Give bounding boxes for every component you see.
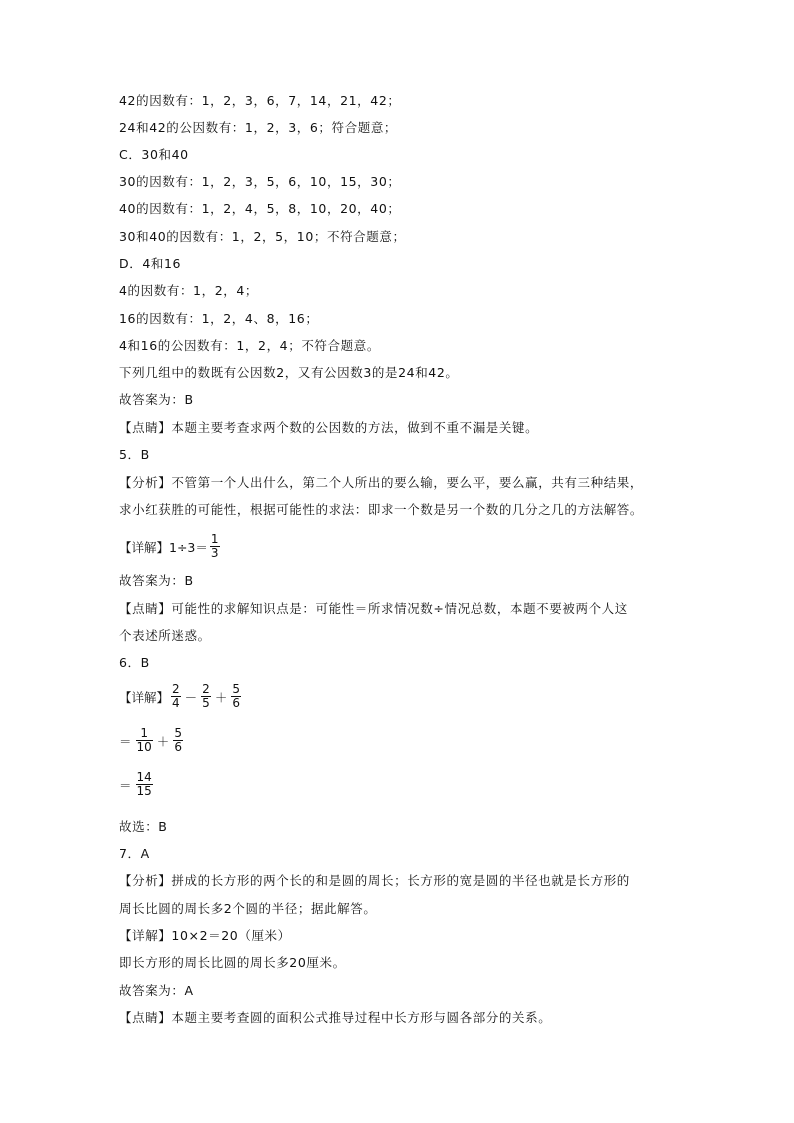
fraction-numerator: 14 — [136, 770, 152, 784]
fraction-denominator: 6 — [174, 740, 182, 754]
fraction-numerator: 2 — [172, 682, 180, 696]
fraction-numerator: 2 — [202, 682, 210, 696]
detail-math-line — [119, 533, 222, 560]
fraction-denominator: 4 — [172, 696, 180, 710]
answer-line: 故答案为：B — [119, 392, 194, 407]
equals-sign: ＝ — [119, 733, 132, 749]
fraction-numerator: 5 — [232, 682, 240, 696]
text-line: 4和16的公因数有：1，2，4；不符合题意。 — [119, 338, 380, 353]
math-step-line — [119, 771, 155, 798]
fraction-denominator: 5 — [202, 696, 210, 710]
fraction — [173, 727, 183, 754]
question-number: 5．B — [119, 447, 150, 462]
comment-line: 【点睛】可能性的求解知识点是：可能性＝所求情况数÷情况总数，本题不要被两个人这 — [119, 601, 628, 616]
fraction — [136, 771, 153, 798]
text-line: 16的因数有：1，2，4、8，16； — [119, 311, 319, 326]
fraction-denominator: 15 — [136, 784, 152, 798]
analysis-line: 周长比圆的周长多2个圆的半径；据此解答。 — [119, 901, 377, 916]
fraction — [210, 533, 220, 560]
text-line: 30和40的因数有：1，2，5，10；不符合题意； — [119, 229, 406, 244]
text-line: 即长方形的周长比圆的周长多20厘米。 — [119, 955, 346, 970]
equals-sign: ＝ — [119, 777, 132, 793]
math-step-line — [119, 727, 185, 754]
detail-prefix: 【详解】 — [119, 689, 170, 705]
fraction-denominator: 10 — [136, 740, 152, 754]
answer-line: 故答案为：A — [119, 983, 194, 998]
text-line: 下列几组中的数既有公因数2，又有公因数3的是24和42。 — [119, 365, 459, 380]
comment-line: 个表述所迷惑。 — [119, 628, 211, 643]
fraction-numerator: 1 — [136, 727, 153, 741]
analysis-line: 求小红获胜的可能性，根据可能性的求法：即求一个数是另一个数的几分之几的方法解答。 — [119, 502, 644, 517]
analysis-line: 【分析】拼成的长方形的两个长的和是圆的周长；长方形的宽是圆的半径也就是长方形的 — [119, 873, 630, 888]
fraction-numerator: 5 — [174, 726, 182, 740]
answer-line: 故选：B — [119, 819, 168, 834]
question-number: 7．A — [119, 846, 150, 861]
fraction — [201, 683, 211, 710]
text-line: 24和42的公因数有：1，2，3，6；符合题意； — [119, 120, 398, 135]
analysis-line: 【分析】不管第一个人出什么，第二个人所出的要么输，要么平，要么赢，共有三种结果， — [119, 475, 644, 490]
plus-sign: ＋ — [156, 733, 170, 749]
fraction — [231, 683, 241, 710]
fraction — [171, 683, 181, 710]
detail-math-line — [119, 683, 243, 710]
text-line: 30的因数有：1，2，3，5，6，10，15，30； — [119, 174, 401, 189]
detail-prefix: 【详解】1÷3＝ — [119, 539, 208, 555]
option-heading: C．30和40 — [119, 147, 189, 162]
comment-line: 【点睛】本题主要考查求两个数的公因数的方法，做到不重不漏是关键。 — [119, 420, 539, 435]
question-number: 6．B — [119, 655, 150, 670]
text-line: 40的因数有：1，2，4，5，8，10，20，40； — [119, 201, 401, 216]
fraction-denominator: 6 — [232, 696, 240, 710]
text-line: 4的因数有：1，2，4； — [119, 283, 259, 298]
plus-sign: ＋ — [214, 689, 228, 705]
option-heading: D．4和16 — [119, 256, 182, 271]
answer-line: 故答案为：B — [119, 573, 194, 588]
fraction-numerator: 1 — [210, 532, 219, 546]
detail-line: 【详解】10×2＝20（厘米） — [119, 928, 291, 943]
text-line: 42的因数有：1，2，3，6，7，14，21，42； — [119, 93, 401, 108]
fraction-denominator: 3 — [210, 546, 219, 560]
minus-sign: － — [184, 689, 198, 705]
comment-line: 【点睛】本题主要考查圆的面积公式推导过程中长方形与圆各部分的关系。 — [119, 1010, 552, 1025]
fraction — [136, 727, 153, 754]
